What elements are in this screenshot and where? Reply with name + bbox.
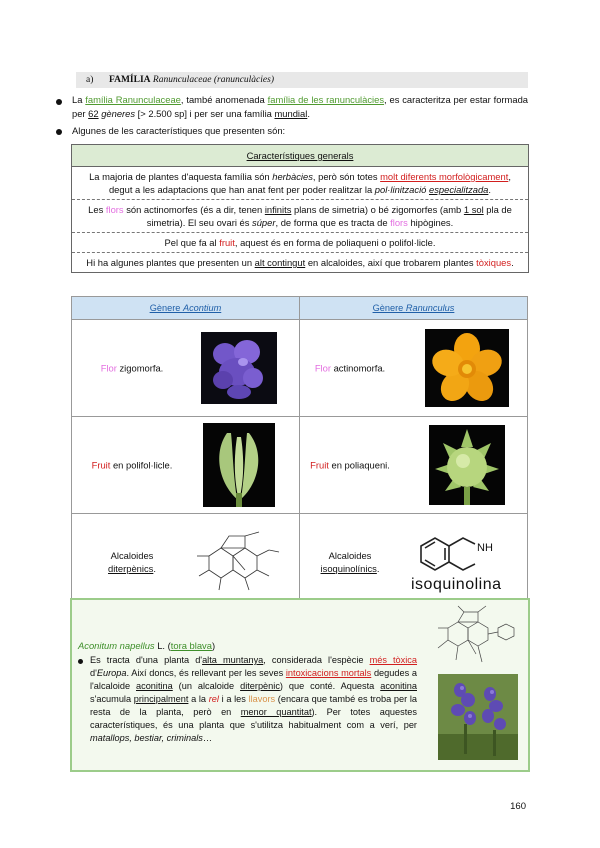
characteristics-row-morphology: La majoria de plantes d'aquesta família són herbàcies, però són totes molt diferents morfològicament, degut a les adaptacions que han anat fent per poder realitzar la pol·linització especialitzada. xyxy=(72,167,528,200)
fruit-polyachene-label: Fruit en poliaqueni. xyxy=(310,459,390,471)
characteristics-row-fruit: Pel que fa al fruit, aquest és en forma de poliaqueni o polifol·licle. xyxy=(72,233,528,253)
cell-flower-acontium xyxy=(72,320,300,417)
aconitum-box xyxy=(70,598,530,772)
heading-text: FAMÍLIA Ranunculaceae (ranunculàcies) xyxy=(109,75,274,85)
aconitum-plant-photo xyxy=(438,674,518,760)
characteristics-row-flowers: Les flors són actinomorfes (és a dir, tenen infinits plans de simetria) o bé zigomorfes (amb 1 sol pla de simetria). El seu ovari és súper, de forma que es tracta de flors hipògines. xyxy=(72,200,528,233)
alkaloid-diterpenic-label: Alcaloides diterpènics. xyxy=(108,550,156,574)
family-common-link[interactable]: família de les ranunculàcies xyxy=(267,94,385,105)
cell-alkaloid-ranunculus xyxy=(300,514,528,611)
isoquinoline-structure-image xyxy=(411,524,515,600)
diterpenic-structure-image xyxy=(189,526,285,598)
ranunculus-flower-image xyxy=(425,329,509,407)
intro-list-lead: Algunes de les característiques que presenten són: xyxy=(72,125,286,136)
intro-paragraph: La família Ranunculaceae, també anomenada família de les ranunculàcies, es caracteritza per estar formada per 62 gèneres [> 2.500 sp] i per ser una família mundial. xyxy=(72,94,528,119)
cell-fruit-ranunculus xyxy=(300,417,528,514)
characteristics-header: Característiques generals xyxy=(72,145,528,167)
fruit-polyfollicle-label: Fruit en polifol·licle. xyxy=(91,459,173,471)
aconitum-flower-image xyxy=(201,332,277,404)
characteristics-row-alkaloids: Hi ha algunes plantes que presenten un alt contingut en alcaloides, així que trobarem plantes tòxiques. xyxy=(86,257,514,268)
isoquinoline-label: isoquinolina xyxy=(411,576,502,593)
nh-label: NH xyxy=(477,542,493,554)
aconitum-title: Aconitum napellus L. (tora blava) xyxy=(78,640,216,651)
section-heading xyxy=(76,72,528,88)
aconitum-bullet xyxy=(78,659,83,664)
genus-table xyxy=(71,296,528,611)
genus-header-acontium: Gènere Acontium xyxy=(72,297,300,320)
genus-header-ranunculus: Gènere Ranunculus xyxy=(300,297,528,320)
flower-actinomorphic-label: Flor actinomorfa. xyxy=(314,362,386,374)
heading-letter: a) xyxy=(86,75,94,85)
ranunculus-fruit-image xyxy=(429,425,505,505)
cell-alkaloid-acontium xyxy=(72,514,300,611)
bullet-1 xyxy=(56,99,62,105)
cell-fruit-acontium xyxy=(72,417,300,514)
aconitum-description: Es tracta d'una planta d'alta muntanya, considerada l'espècie més tòxica d'Europa. Així doncs, és rellevant per les seves intoxicacions mortals degudes a l'alcaloide aconitina (un alcaloide diterpènic) que conté. Aquesta aconitina s'acumula principalment a la rel i a les llavors (encara que també es troba per la resta de la planta, però en menor quantitat). Per totes aquestes característiques, és una planta que s'utilitza habitualment com a verí, per matallops, bestiar, criminals… xyxy=(90,655,418,743)
aconitine-structure-image xyxy=(428,604,524,672)
flower-zygomorphic-label: Flor zigomorfa. xyxy=(100,362,164,374)
cell-flower-ranunculus xyxy=(300,320,528,417)
alkaloid-isoquinolinic-label: Alcaloides isoquinolínics. xyxy=(320,550,380,574)
characteristics-table xyxy=(71,144,529,273)
page-number: 160 xyxy=(510,801,526,812)
bullet-2 xyxy=(56,129,62,135)
aconitum-fruit-image xyxy=(203,423,275,507)
family-link[interactable]: família Ranunculaceae xyxy=(85,94,181,105)
